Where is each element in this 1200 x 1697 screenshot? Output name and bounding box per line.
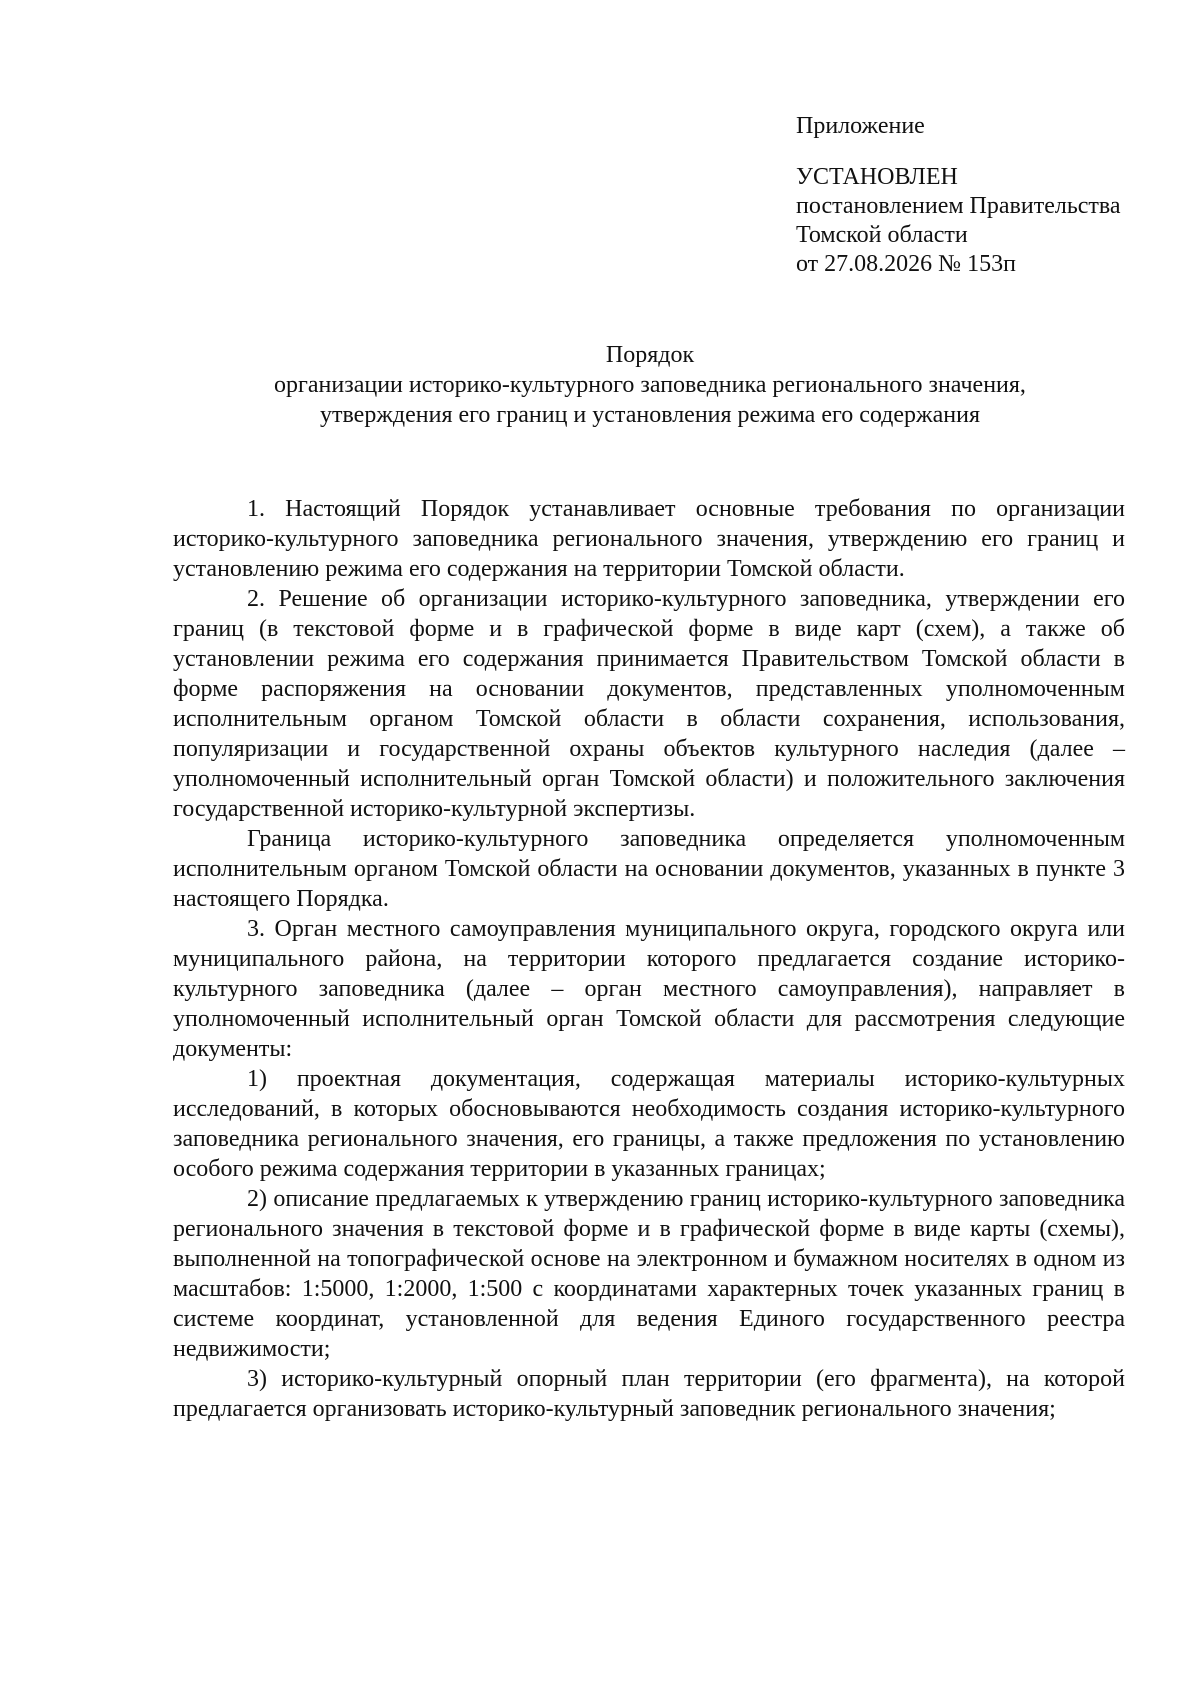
approval-line-1: постановлением Правительства (796, 193, 1121, 219)
paragraph-3: Граница историко-культурного заповедника определяется уполномоченным исполнительным органом Томской области на основании документов, указанных в пункте 3 настоящего Порядка. (173, 826, 1125, 912)
approval-stamp (796, 112, 1176, 279)
document-body (173, 494, 1125, 1424)
approval-line-2: Томской области (796, 222, 968, 248)
title-line-3: утверждения его границ и установления режима его содержания (319, 402, 980, 428)
title-line-1: Порядок (605, 342, 695, 368)
paragraph-5: 1) проектная документация, содержащая материалы историко-культурных исследований, в которых обосновываются необходимость создания историко-культурного заповедника регионального значения, его границы, а также предложения по установлению особого режима содержания территории в указанных границах; (173, 1066, 1125, 1182)
approval-line-3: от 27.08.2026 № 153п (796, 251, 1016, 277)
title-line-2: организации историко-культурного заповедника регионального значения, (274, 372, 1026, 398)
paragraph-7: 3) историко-культурный опорный план территории (его фрагмента), на которой предлагается организовать историко-культурный заповедник регионального значения; (173, 1366, 1125, 1422)
paragraph-4: 3. Орган местного самоуправления муниципального округа, городского округа или муниципального района, на территории которого предлагается создание историко-культурного заповедника (далее – орган местного самоуправления), направляет в уполномоченный исполнительный орган Томской области для рассмотрения следующие документы: (173, 916, 1125, 1062)
paragraph-2: 2. Решение об организации историко-культурного заповедника, утверждении его границ (в текстовой форме и в графической форме в виде карт (схем), а также об установлении режима его содержания принимается Правительством Томской области в форме распоряжения на основании документов, представленных уполномоченным исполнительным органом Томской области в области сохранения, использования, популяризации и государственной охраны объектов культурного наследия (далее – уполномоченный исполнительный орган Томской области) и положительного заключения государственной историко-культурной экспертизы. (173, 586, 1125, 822)
annex-label: Приложение (796, 113, 925, 139)
paragraph-1: 1. Настоящий Порядок устанавливает основные требования по организации историко-культурного заповедника регионального значения, утверждению его границ и установлению режима его содержания на территории Томской области. (173, 496, 1125, 582)
document-title (170, 340, 1130, 430)
paragraph-6: 2) описание предлагаемых к утверждению границ историко-культурного заповедника регионального значения в текстовой форме и в графической форме в виде карты (схемы), выполненной на топографической основе на электронном и бумажном носителях в одном из масштабов: 1:5000, 1:2000, 1:500 с координатами характерных точек указанных границ в системе координат, установленной для ведения Единого государственного реестра недвижимости; (173, 1186, 1125, 1362)
approved-label: УСТАНОВЛЕН (796, 164, 958, 190)
